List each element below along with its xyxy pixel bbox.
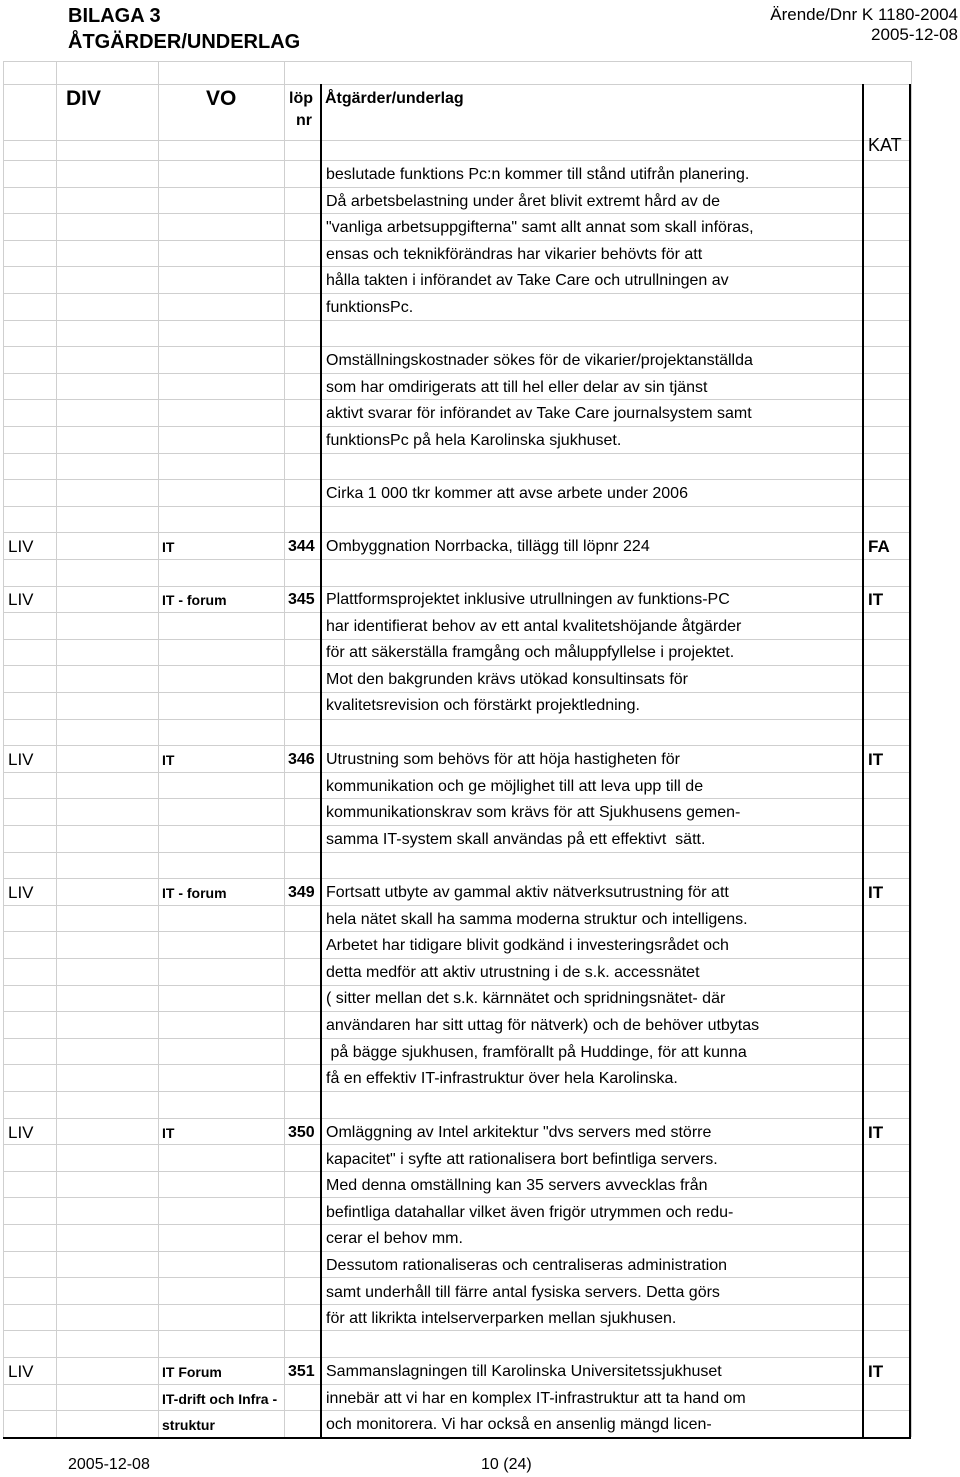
- continuation-line: beslutade funktions Pc:n kommer till stånd utifrån planering.: [326, 166, 750, 183]
- row-description-line: få en effektiv IT-infrastruktur över hela Karolinska.: [326, 1070, 678, 1087]
- grid-vline: [3, 61, 4, 1437]
- row-lopnr: 344: [288, 538, 315, 555]
- row-vo-line2: IT-drift och Infra -: [162, 1391, 278, 1407]
- row-kat: IT: [868, 1123, 884, 1142]
- row-lopnr: 346: [288, 751, 315, 768]
- row-description-line: hela nätet skall ha samma moderna struktur och intelligens.: [326, 911, 748, 928]
- continuation-line: Då arbetsbelastning under året blivit extremt hård av de: [326, 193, 720, 210]
- row-kat: IT: [868, 1362, 884, 1381]
- row-div: LIV: [8, 1362, 34, 1381]
- row-description-line: innebär att vi har en komplex IT-infrastruktur att ta hand om: [326, 1390, 746, 1407]
- row-div: LIV: [8, 537, 34, 556]
- grid-vline: [158, 61, 159, 1437]
- grid-vline: [56, 61, 57, 1437]
- grid-hline: [3, 84, 911, 85]
- grid-hline: [3, 320, 911, 321]
- grid-hline: [3, 532, 911, 533]
- grid-hline: [3, 1357, 911, 1358]
- row-vo: IT: [162, 539, 175, 555]
- case-number: Ärende/Dnr K 1180-2004: [770, 5, 958, 24]
- page-number: 10 (24): [481, 1456, 532, 1473]
- omstallning-line: som har omdirigerats att till hel eller delar av sin tjänst: [326, 379, 708, 396]
- row-description-line: kvalitetsrevision och förstärkt projektledning.: [326, 697, 640, 714]
- row-description-line: detta medför att aktiv utrustning i de s.k. accessnätet: [326, 964, 700, 981]
- grid-hline: [3, 140, 911, 141]
- continuation-line: funktionsPc.: [326, 299, 414, 316]
- row-kat: IT: [868, 590, 884, 609]
- row-vo: IT Forum: [162, 1364, 222, 1380]
- row-kat: IT: [868, 750, 884, 769]
- grid-hline: [3, 61, 911, 62]
- row-description-line: Arbetet har tidigare blivit godkänd i investeringsrådet och: [326, 937, 729, 954]
- col-div: DIV: [66, 87, 102, 110]
- row-description-line: för att säkerställa framgång och måluppfyllelse i projektet.: [326, 644, 735, 661]
- header-date: 2005-12-08: [871, 25, 958, 44]
- row-div: LIV: [8, 1123, 34, 1142]
- cost-estimate-line: Cirka 1 000 tkr kommer att avse arbete under 2006: [326, 485, 688, 502]
- row-description-line: har identifierat behov av ett antal kvalitetshöjande åtgärder: [326, 618, 742, 635]
- grid-hline: [3, 745, 911, 746]
- row-description-line: på bägge sjukhusen, framförallt på Huddinge, för att kunna: [326, 1044, 747, 1061]
- row-kat: FA: [868, 537, 890, 556]
- row-description-line: Mot den bakgrunden krävs utökad konsultinsats för: [326, 671, 688, 688]
- footer-date: 2005-12-08: [68, 1456, 150, 1473]
- row-description-line: Omläggning av Intel arkitektur "dvs servers med större: [326, 1124, 712, 1141]
- row-description-line: kommunikation och ge möjlighet till att leva upp till de: [326, 778, 704, 795]
- row-description-line: kapacitet" i syfte att rationalisera bort befintliga servers.: [326, 1151, 718, 1168]
- row-vo: IT - forum: [162, 592, 227, 608]
- row-description-line: Plattformsprojektet inklusive utrullningen av funktions-PC: [326, 591, 730, 608]
- grid-hline: [3, 1118, 911, 1119]
- kat-right-border: [909, 84, 911, 1438]
- row-description-line: ( sitter mellan det s.k. kärnnätet och spridningsnätet- där: [326, 990, 726, 1007]
- grid-hline: [3, 479, 911, 480]
- document-title: BILAGA 3: [68, 5, 161, 27]
- col-nr: nr: [296, 112, 312, 129]
- row-description-line: Med denna omställning kan 35 servers avvecklas från: [326, 1177, 708, 1194]
- row-kat: IT: [868, 883, 884, 902]
- row-description-line: cerar el behov mm.: [326, 1230, 463, 1247]
- omstallning-line: aktivt svarar för införandet av Take Care journalsystem samt: [326, 405, 752, 422]
- continuation-line: "vanliga arbetsuppgifterna" samt allt annat som skall införas,: [326, 219, 754, 236]
- row-lopnr: 351: [288, 1363, 315, 1380]
- col-kat: KAT: [868, 135, 902, 155]
- grid-hline: [3, 160, 911, 161]
- row-description-line: och monitorera. Vi har också en ansenlig mängd licen-: [326, 1416, 712, 1433]
- body-left-border: [320, 84, 322, 1438]
- row-description-line: befintliga datahallar vilket även frigör utrymmen och redu-: [326, 1204, 734, 1221]
- grid-hline: [3, 878, 911, 879]
- row-lopnr: 350: [288, 1124, 315, 1141]
- row-lopnr: 345: [288, 591, 315, 608]
- grid-hline: [3, 719, 911, 720]
- document-subtitle: ÅTGÄRDER/UNDERLAG: [68, 31, 301, 53]
- row-description-line: samma IT-system skall användas på ett effektivt sätt.: [326, 831, 706, 848]
- row-vo: IT: [162, 1125, 175, 1141]
- row-vo-line3: struktur: [162, 1417, 215, 1433]
- row-div: LIV: [8, 883, 34, 902]
- row-description-line: Fortsatt utbyte av gammal aktiv nätverksutrustning för att: [326, 884, 729, 901]
- row-vo: IT - forum: [162, 885, 227, 901]
- row-description-line: Ombyggnation Norrbacka, tillägg till löpnr 224: [326, 538, 650, 555]
- grid-vline: [284, 61, 285, 1437]
- col-vo: VO: [206, 87, 237, 110]
- row-div: LIV: [8, 750, 34, 769]
- col-atgarder: Åtgärder/underlag: [325, 90, 464, 107]
- row-vo: IT: [162, 752, 175, 768]
- grid-vline: [911, 61, 912, 1437]
- row-lopnr: 349: [288, 884, 315, 901]
- kat-left-border: [862, 84, 864, 1438]
- omstallning-line: Omställningskostnader sökes för de vikarier/projektanställda: [326, 352, 753, 369]
- omstallning-line: funktionsPc på hela Karolinska sjukhuset.: [326, 432, 622, 449]
- continuation-line: hålla takten i införandet av Take Care och utrullningen av: [326, 272, 729, 289]
- grid-hline: [3, 346, 911, 347]
- col-lop: löp: [289, 90, 313, 107]
- row-description-line: samt underhåll till färre antal fysiska servers. Detta görs: [326, 1284, 720, 1301]
- row-description-line: Utrustning som behövs för att höja hastigheten för: [326, 751, 680, 768]
- continuation-line: ensas och teknikförändras har vikarier behövts för att: [326, 246, 703, 263]
- row-div: LIV: [8, 590, 34, 609]
- row-description-line: Dessutom rationaliseras och centraliseras administration: [326, 1257, 728, 1274]
- row-description-line: kommunikationskrav som krävs för att Sjukhusens gemen-: [326, 804, 741, 821]
- row-description-line: för att likrikta intelserverparken mellan sjukhusen.: [326, 1310, 677, 1327]
- row-description-line: användaren har sitt uttag för nätverk) och de behöver utbytas: [326, 1017, 760, 1034]
- row-description-line: Sammanslagningen till Karolinska Universitetssjukhuset: [326, 1363, 722, 1380]
